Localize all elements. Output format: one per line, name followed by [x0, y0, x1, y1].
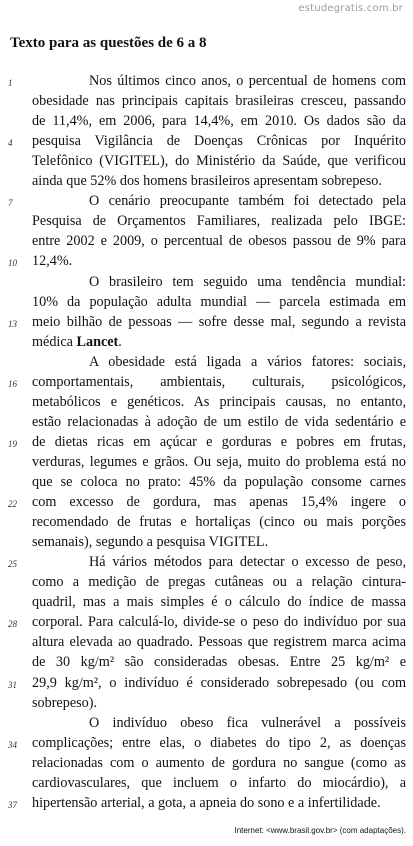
text-line: pesquisa Vigilância de Doenças Crônicas por Inquérito [32, 133, 406, 150]
text-line: recomendado de frutas e hortaliças (cinco ou mais porções [32, 514, 406, 531]
text-line: comportamentais, ambientais, culturais, psicológicos, [32, 373, 406, 390]
line-number: 22 [8, 499, 17, 510]
line-number: 10 [8, 258, 17, 269]
line-number: 28 [8, 619, 17, 630]
text-line: A obesidade está ligada a vários fatores: sociais, [89, 353, 406, 370]
text-line: 12,4%. [32, 253, 73, 270]
text-line: semanais), segundo a pesquisa VIGITEL. [32, 534, 269, 551]
text-line: entre 2002 e 2009, o percentual de obesos passou de 9% para [32, 233, 406, 250]
text-line: 10% da população adulta mundial — parcela estimada em [32, 293, 406, 310]
text-line: médica Lancet. [32, 333, 122, 350]
text-line: de dietas ricas em açúcar e gorduras e pobres em frutas, [32, 433, 406, 450]
text-line: obesidade nas principais capitais brasileiras cresceu, passando [32, 93, 406, 110]
text-line: como a medição de pregas cutâneas ou a relação cintura- [32, 574, 406, 591]
text-line: estão relacionadas à adoção de um estilo de vida sedentário e [32, 413, 406, 430]
text-line: com excesso de gordura, mas apenas 15,4% ingere o [32, 494, 406, 511]
source-citation: Internet: <www.brasil.gov.br> (com adaptações). [234, 826, 406, 835]
line-number: 13 [8, 318, 17, 329]
text-line: meio bilhão de pessoas — sofre desse mal, segundo a revista [32, 313, 406, 330]
text-line: O indivíduo obeso fica vulnerável a possíveis [89, 714, 406, 731]
text-line: Pesquisa de Orçamentos Familiares, realizada pelo IBGE: [32, 213, 406, 230]
line-number: 16 [8, 378, 17, 389]
text-line: corporal. Para calculá-lo, divide-se o peso do indivíduo por sua [32, 614, 406, 631]
text-line: Nos últimos cinco anos, o percentual de homens com [89, 73, 406, 89]
text-line: altura elevada ao quadrado. Pessoas que registrem marca acima [32, 634, 406, 651]
text-line: 29,9 kg/m², o indivíduo é considerado sobrepesado (ou com [32, 674, 406, 691]
line-number: 1 [8, 78, 13, 88]
text-line: de 30 kg/m² são consideradas obesas. Entre 25 kg/m² e [32, 654, 406, 671]
line-number: 34 [8, 739, 17, 750]
text-line: que se coloca no prato: 45% da população consome carnes [32, 474, 406, 490]
line-number: 4 [8, 138, 13, 149]
line-number: 19 [8, 438, 17, 449]
text-line: O brasileiro tem seguido uma tendência mundial: [89, 273, 406, 290]
line-number: 25 [8, 559, 17, 570]
text-line: de 11,4%, em 2006, para 14,4%, em 2010. Os dados são da [32, 113, 406, 130]
text-line: complicações; entre elas, o diabetes do tipo 2, as doenças [32, 734, 406, 751]
page-title: Texto para as questões de 6 a 8 [10, 35, 207, 51]
text-line: cardiovasculares, que incluem o infarto do miocárdio), a [32, 774, 406, 791]
text-line: verduras, legumes e grãos. Ou seja, muito do problema está no [32, 453, 406, 470]
site-watermark: estudegratis.com.br [298, 3, 403, 14]
line-number: 31 [8, 679, 17, 690]
text-line: metabólicos e genéticos. As principais causas, no entanto, [32, 393, 406, 410]
text-line: relacionadas com o aumento de gordura no sangue (como as [32, 754, 406, 771]
journal-name: Lancet [76, 333, 119, 350]
text-line: sobrepeso). [32, 694, 98, 711]
text-line: Telefônico (VIGITEL), do Ministério da Saúde, que verificou [32, 153, 406, 170]
line-number: 37 [8, 799, 17, 810]
text-line: hipertensão arterial, a gota, a apneia do sono e a infertilidade. [32, 794, 381, 811]
text-line: ainda que 52% dos homens brasileiros apresentam sobrepeso. [32, 173, 382, 190]
line-number: 7 [8, 198, 13, 209]
text-line: Há vários métodos para detectar o excesso de peso, [89, 554, 406, 571]
text-line: O cenário preocupante também foi detectado pela [89, 193, 406, 210]
text-line: quadril, mas a mais simples é o cálculo do índice de massa [32, 594, 406, 611]
